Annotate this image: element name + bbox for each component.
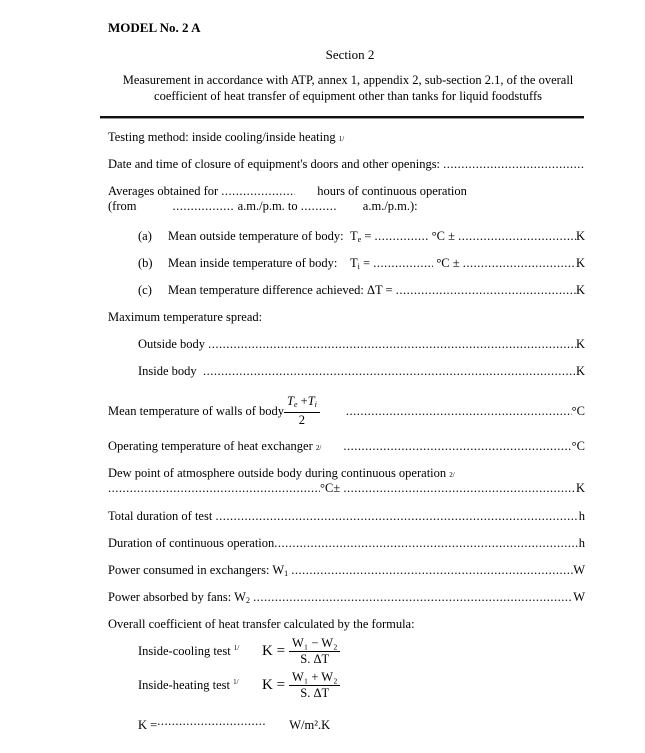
exchanger-row [108,439,585,454]
formula-label: Overall coefficient of heat transfer calculated by the formula: [108,617,415,631]
continuous-duration-row [108,536,585,551]
power-fans-row [108,590,585,605]
te-symbol: $T_e$ = [350,229,372,244]
item-marker: (a) [138,229,152,243]
item-marker: (b) [138,256,153,270]
watt-unit: W [573,590,585,604]
hours-unit: h [578,509,585,523]
k-result-field[interactable] [157,714,265,729]
cooling-formula-row [138,636,344,667]
ampm-label: a.m./p.m.): [362,199,418,213]
section-title: Section 2 [325,47,375,62]
k-result-row [138,714,330,733]
total-duration-field[interactable] [215,509,578,524]
hours-field[interactable] [221,184,295,199]
ti-value-field[interactable] [373,256,433,271]
inside-body-label: Inside body [138,364,197,378]
walls-field[interactable] [346,404,572,419]
footnote-ref: 2/ [449,471,455,479]
outside-body-row [138,337,585,352]
item-a-row [138,229,585,244]
kelvin-unit: K [575,364,585,378]
spread-heading [108,310,585,325]
to-label: a.m./p.m. to [237,199,298,213]
header-divider [100,116,584,119]
celsius-pm-label: °C± [320,481,341,495]
dew-point-row [108,466,585,481]
item-b-row [138,256,585,271]
formula-heading [108,617,585,632]
power-fans-field[interactable] [253,590,573,605]
celsius-unit: °C [571,403,585,418]
testing-method-label: Testing method: inside cooling/inside heating [108,130,336,144]
closure-field[interactable] [443,157,585,172]
heating-label: Inside-heating test $^{1/}$ [138,678,239,692]
kelvin-unit: K [575,283,585,297]
power-exchangers-row [108,563,585,578]
kelvin-unit: K [575,229,585,243]
exchanger-field[interactable] [343,439,571,454]
item-label: Mean temperature difference achieved: ΔT = [168,283,393,297]
heating-formula-row [138,670,344,701]
watt-unit: W [573,563,585,577]
walls-row [108,394,585,428]
cooling-fraction: $\frac{\text{W₁ − W₂}}{S. \Delta T}$ [289,636,340,667]
kelvin-unit: K [575,256,585,270]
walls-label: Mean temperature of walls of body [108,403,284,418]
exchanger-label: Operating temperature of heat exchanger [108,439,313,453]
celsius-pm-label: °C ± [431,229,455,243]
inside-body-field[interactable] [203,364,576,379]
testing-method-row [108,130,585,145]
power-exchangers-label: Power consumed in exchangers: $W_1$ [108,563,289,578]
outside-body-label: Outside body [138,337,206,351]
walls-formula: $\frac{T_e +T_i}{2}$ [284,394,320,428]
dew-point-tolerance-field[interactable] [343,481,576,496]
hours-label: hours of continuous operation [317,184,467,198]
ti-symbol: $T_i$ = [350,256,371,271]
hours-unit: h [578,536,585,550]
kelvin-unit: K [575,337,585,351]
continuous-duration-field[interactable] [274,536,578,551]
footnote-ref: 1/ [338,135,345,143]
averages-row-2 [108,199,585,214]
model-number: MODEL No. 2 A [108,20,201,35]
outside-body-field[interactable] [208,337,576,352]
inside-body-row [138,364,585,379]
celsius-unit: °C [571,439,585,453]
celsius-pm-label: °C ± [436,256,460,270]
averages-label: Averages obtained for [108,184,219,198]
dew-point-label: Dew point of atmosphere outside body during continuous operation [108,466,447,480]
total-duration-row [108,509,585,524]
spread-label: Maximum temperature spread: [108,310,263,324]
kelvin-unit: K [575,481,585,495]
item-label: Mean inside temperature of body: [168,256,338,270]
item-c-row [138,283,585,298]
ti-tolerance-field[interactable] [463,256,576,271]
k-equals: K = [262,677,286,693]
heating-fraction: $\frac{\text{W₁ + W₂}}{S. \Delta T}$ [289,670,340,701]
k-result-label: K = [138,718,158,732]
from-label: (from [108,199,137,213]
power-exchangers-field[interactable] [291,563,573,578]
total-duration-label: Total duration of test [108,509,213,523]
dew-point-value-field[interactable] [108,481,320,496]
item-marker: (c) [138,283,152,297]
document-subtitle: Measurement in accordance with ATP, annex 1, appendix 2, sub-section 2.1, of the overall coefficient of heat transfer of equipment other than tanks for liquid foodstuffs [122,73,574,103]
te-value-field[interactable] [375,229,429,244]
continuous-duration-label: Duration of continuous operation [108,536,275,550]
cooling-label: Inside-cooling test $^{1/}$ [138,644,240,658]
k-equals: K = [262,643,286,659]
closure-row [108,157,585,172]
power-fans-label: Power absorbed by fans: $W_2$ [108,590,250,605]
closure-label: Date and time of closure of equipment's doors and other openings: [108,157,441,171]
averages-row-1 [108,184,585,199]
dew-point-values-row [108,481,585,496]
item-label: Mean outside temperature of body: [168,229,344,243]
to-time-field[interactable] [301,199,337,214]
te-tolerance-field[interactable] [458,229,576,244]
delta-t-field[interactable] [396,283,576,298]
from-time-field[interactable] [172,199,234,214]
k-unit: W/m².K [289,718,331,732]
footnote-ref: 2/ [315,444,322,452]
